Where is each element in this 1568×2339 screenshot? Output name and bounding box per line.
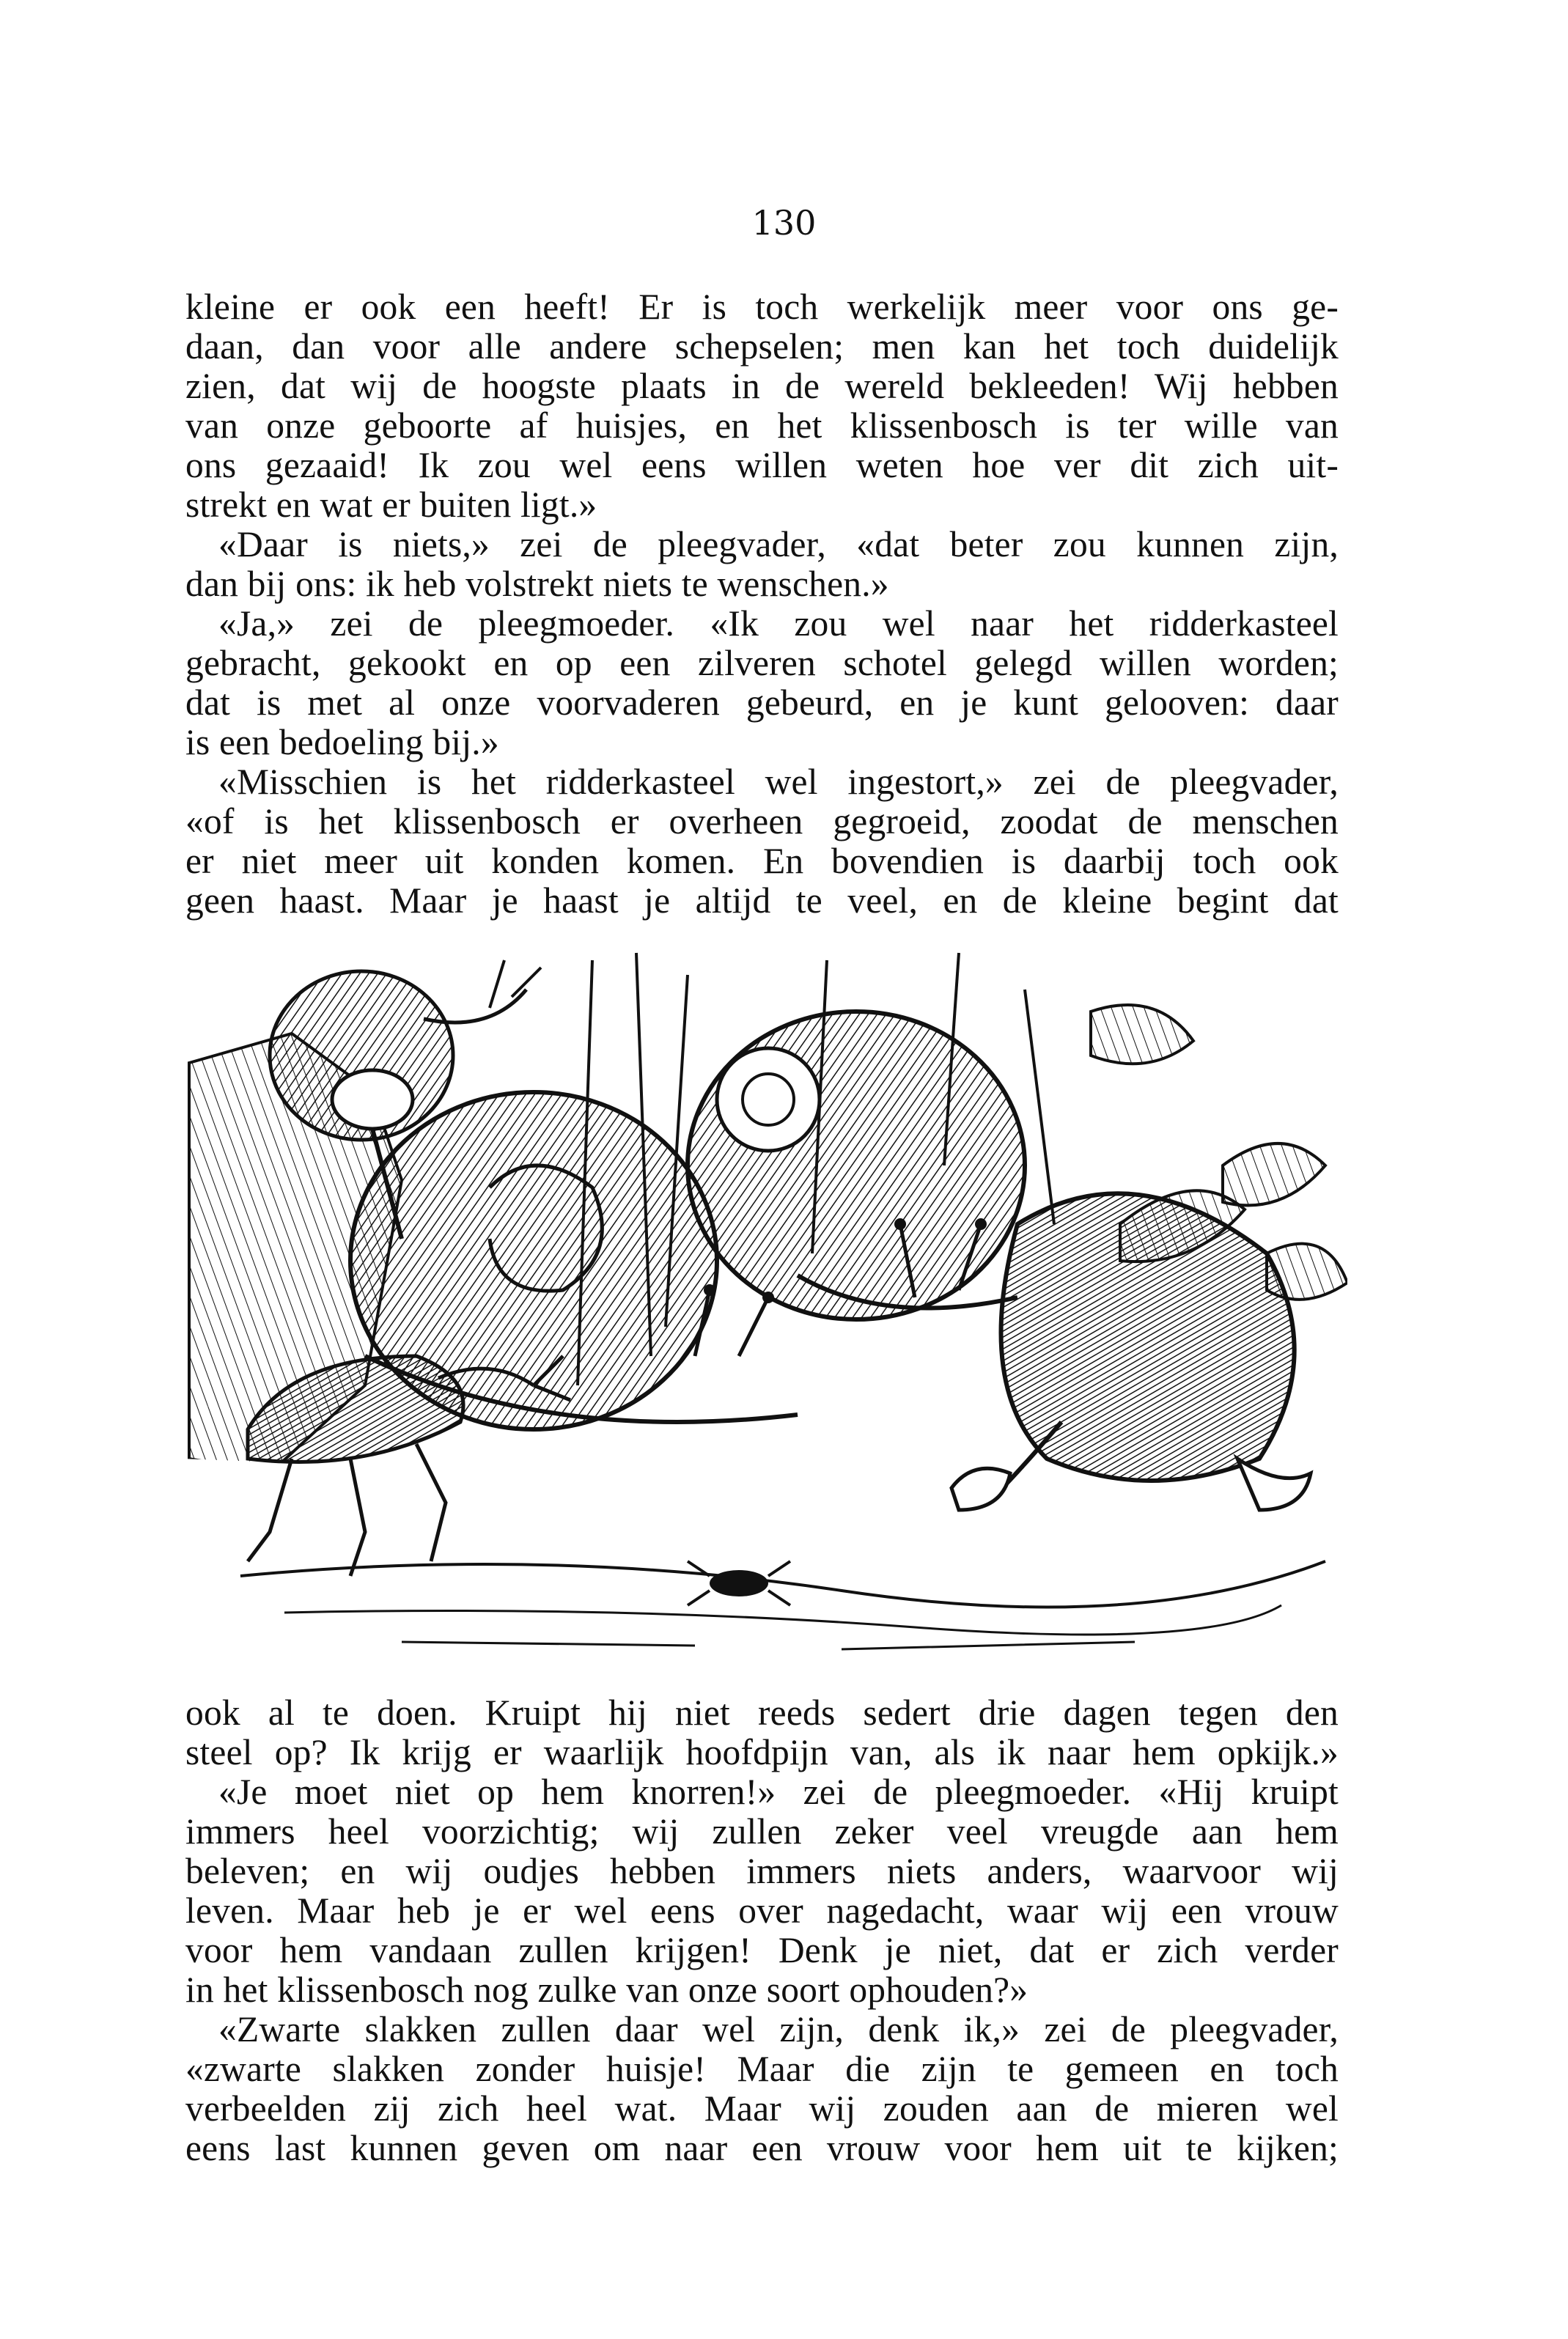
snail-illustration bbox=[182, 946, 1347, 1664]
text-line: gebracht, gekookt en op een zilveren schotel gelegd willen worden; bbox=[185, 643, 1339, 683]
text-line: immers heel voorzichtig; wij zullen zeker veel vreugde aan hem bbox=[185, 1811, 1339, 1852]
large-snail-right bbox=[688, 1012, 1025, 1319]
engraving-snails-beetle-mole bbox=[182, 946, 1347, 1664]
page-number: 130 bbox=[751, 203, 817, 243]
text-line: «Je moet niet op hem knorren!» zei de pleegmoeder. «Hij kruipt bbox=[218, 1772, 1339, 1812]
text-line: van onze geboorte af huisjes, en het klissenbosch is ter wille van bbox=[185, 405, 1339, 446]
text-line: voor hem vandaan zullen krijgen! Denk je niet, dat er zich verder bbox=[185, 1930, 1339, 1970]
text-line: «Zwarte slakken zullen daar wel zijn, denk ik,» zei de pleegvader, bbox=[218, 2009, 1339, 2049]
text-block-top bbox=[185, 287, 1339, 921]
text-line: kleine er ook een heeft! Er is toch werkelijk meer voor ons ge- bbox=[185, 287, 1339, 327]
text-line: dan bij ons: ik heb volstrekt niets te wenschen.» bbox=[185, 564, 889, 604]
text-line: is een bedoeling bij.» bbox=[185, 722, 499, 762]
text-line: beleven; en wij oudjes hebben immers niets anders, waarvoor wij bbox=[185, 1851, 1339, 1891]
text-line: strekt en wat er buiten ligt.» bbox=[185, 485, 597, 525]
text-line: zien, dat wij de hoogste plaats in de wereld bekleeden! Wij hebben bbox=[185, 366, 1339, 406]
text-line: leven. Maar heb je er wel eens over nagedacht, waar wij een vrouw bbox=[185, 1890, 1339, 1931]
text-line: steel op? Ik krijg er waarlijk hoofdpijn van, als ik naar hem opkijk.» bbox=[185, 1732, 1339, 1772]
text-line: geen haast. Maar je haast je altijd te veel, en de kleine begint dat bbox=[185, 880, 1339, 921]
text-line: «Misschien is het ridderkasteel wel ingestort,» zei de pleegvader, bbox=[218, 762, 1339, 802]
text-line: ons gezaaid! Ik zou wel eens willen weten hoe ver dit zich uit- bbox=[185, 445, 1339, 485]
text-line: «zwarte slakken zonder huisje! Maar die zijn te gemeen en toch bbox=[185, 2049, 1339, 2089]
text-block-bottom bbox=[185, 1693, 1339, 2168]
text-line: verbeelden zij zich heel wat. Maar wij zouden aan de mieren wel bbox=[185, 2088, 1339, 2129]
text-line: er niet meer uit konden komen. En bovendien is daarbij toch ook bbox=[185, 841, 1339, 881]
text-line: eens last kunnen geven om naar een vrouw voor hem uit te kijken; bbox=[185, 2128, 1339, 2168]
text-line: daan, dan voor alle andere schepselen; men kan het toch duidelijk bbox=[185, 326, 1339, 366]
text-line: «Ja,» zei de pleegmoeder. «Ik zou wel naar het ridderkasteel bbox=[218, 603, 1339, 644]
text-line: in het klissenbosch nog zulke van onze soort ophouden?» bbox=[185, 1970, 1028, 2010]
text-line: ook al te doen. Kruipt hij niet reeds sedert drie dagen tegen den bbox=[185, 1692, 1339, 1733]
text-line: «Daar is niets,» zei de pleegvader, «dat beter zou kunnen zijn, bbox=[218, 524, 1339, 564]
text-line: «of is het klissenbosch er overheen gegroeid, zoodat de menschen bbox=[185, 801, 1339, 841]
text-line: dat is met al onze voorvaderen gebeurd, en je kunt gelooven: daar bbox=[185, 682, 1339, 723]
